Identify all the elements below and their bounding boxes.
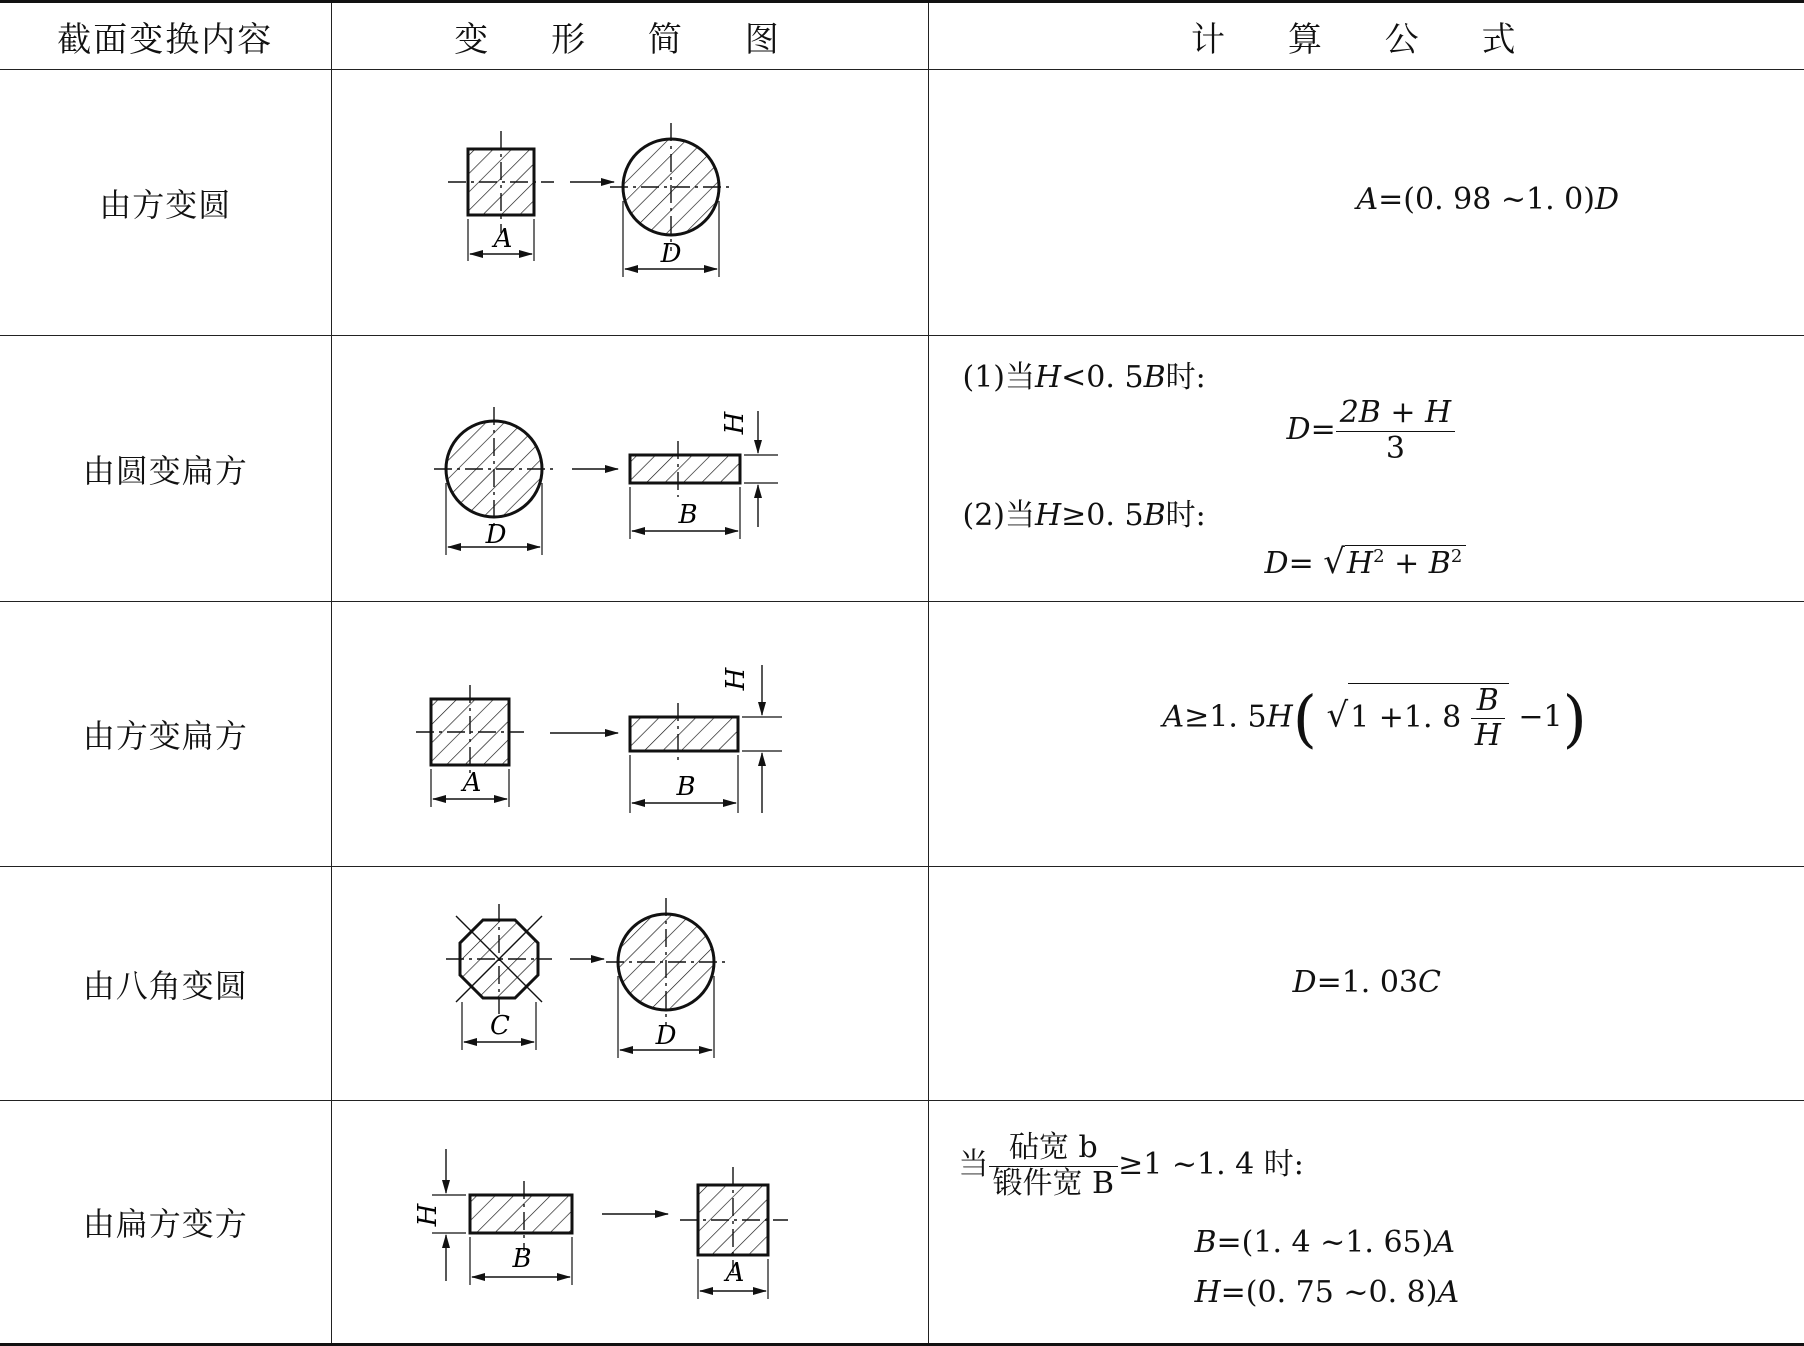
dim-label-b: B [511, 1244, 532, 1274]
formula-1: B=(1. 4 ~1. 65)A [1194, 1225, 1456, 1260]
formula-1: D= $\frac{2B + H}{3}$ [1287, 396, 1456, 466]
formula: A=(0. 98 ~1. 0)D [1356, 182, 1620, 217]
row-name: 由方变圆 [0, 70, 331, 336]
diagram-square-to-round [331, 70, 928, 336]
dim-label-h: H [719, 411, 750, 434]
dim-label-d: D [655, 1020, 676, 1051]
table-row [0, 70, 1804, 336]
dim-label-h: H [720, 667, 751, 690]
dim-label-a: A [493, 223, 512, 254]
table-row [0, 867, 1804, 1101]
dim-label-a: A [462, 767, 481, 798]
table-row [0, 602, 1804, 867]
formula-cell [928, 602, 1804, 867]
formula-cell [928, 1101, 1804, 1345]
condition-1: (1)当H<0. 5B时: [962, 360, 1206, 395]
dim-label-d: D [660, 238, 681, 269]
header-diagram: 变 形 简 图 [331, 2, 928, 70]
header-row [0, 2, 1804, 70]
formula: A≥1. 5H( √1 +1. 8 $\frac{B}{H}$ −1) [1162, 682, 1587, 755]
diagram-square-to-flat [331, 602, 928, 867]
formula-2: H=(0. 75 ~0. 8)A [1194, 1275, 1460, 1310]
table-row [0, 336, 1804, 602]
row-name: 由八角变圆 [0, 867, 331, 1101]
header-section-change: 截面变换内容 [0, 2, 331, 70]
condition-2: (2)当H≥0. 5B时: [962, 498, 1206, 533]
dim-label-b: B [677, 499, 698, 530]
row-name: 由扁方变方 [0, 1101, 331, 1345]
header-formula: 计 算 公 式 [928, 2, 1804, 70]
table-row [0, 1101, 1804, 1345]
dim-label-h: H [412, 1203, 443, 1227]
diagram-round-to-flat [331, 336, 928, 602]
dim-label-a: A [725, 1258, 744, 1288]
diagram-flat-to-square [331, 1101, 928, 1345]
row-name: 由方变扁方 [0, 602, 331, 867]
condition: 当 $\frac{\text{砧宽 b}}{\text{锻件宽 B}}$ ≥1 ~1. 4 时: [958, 1130, 1304, 1201]
row-name: 由圆变扁方 [0, 336, 331, 602]
formula: D=1. 03C [1292, 965, 1442, 1000]
dim-label-c: C [489, 1010, 510, 1041]
formula-cell [928, 336, 1804, 602]
formula-cell [928, 867, 1804, 1101]
formula-cell [928, 70, 1804, 336]
formula-2: $D= √H^2 + B^2$ [1265, 542, 1467, 582]
diagram-octagon-to-round [331, 867, 928, 1101]
dim-label-b: B [675, 771, 696, 802]
dim-label-d: D [485, 519, 506, 550]
